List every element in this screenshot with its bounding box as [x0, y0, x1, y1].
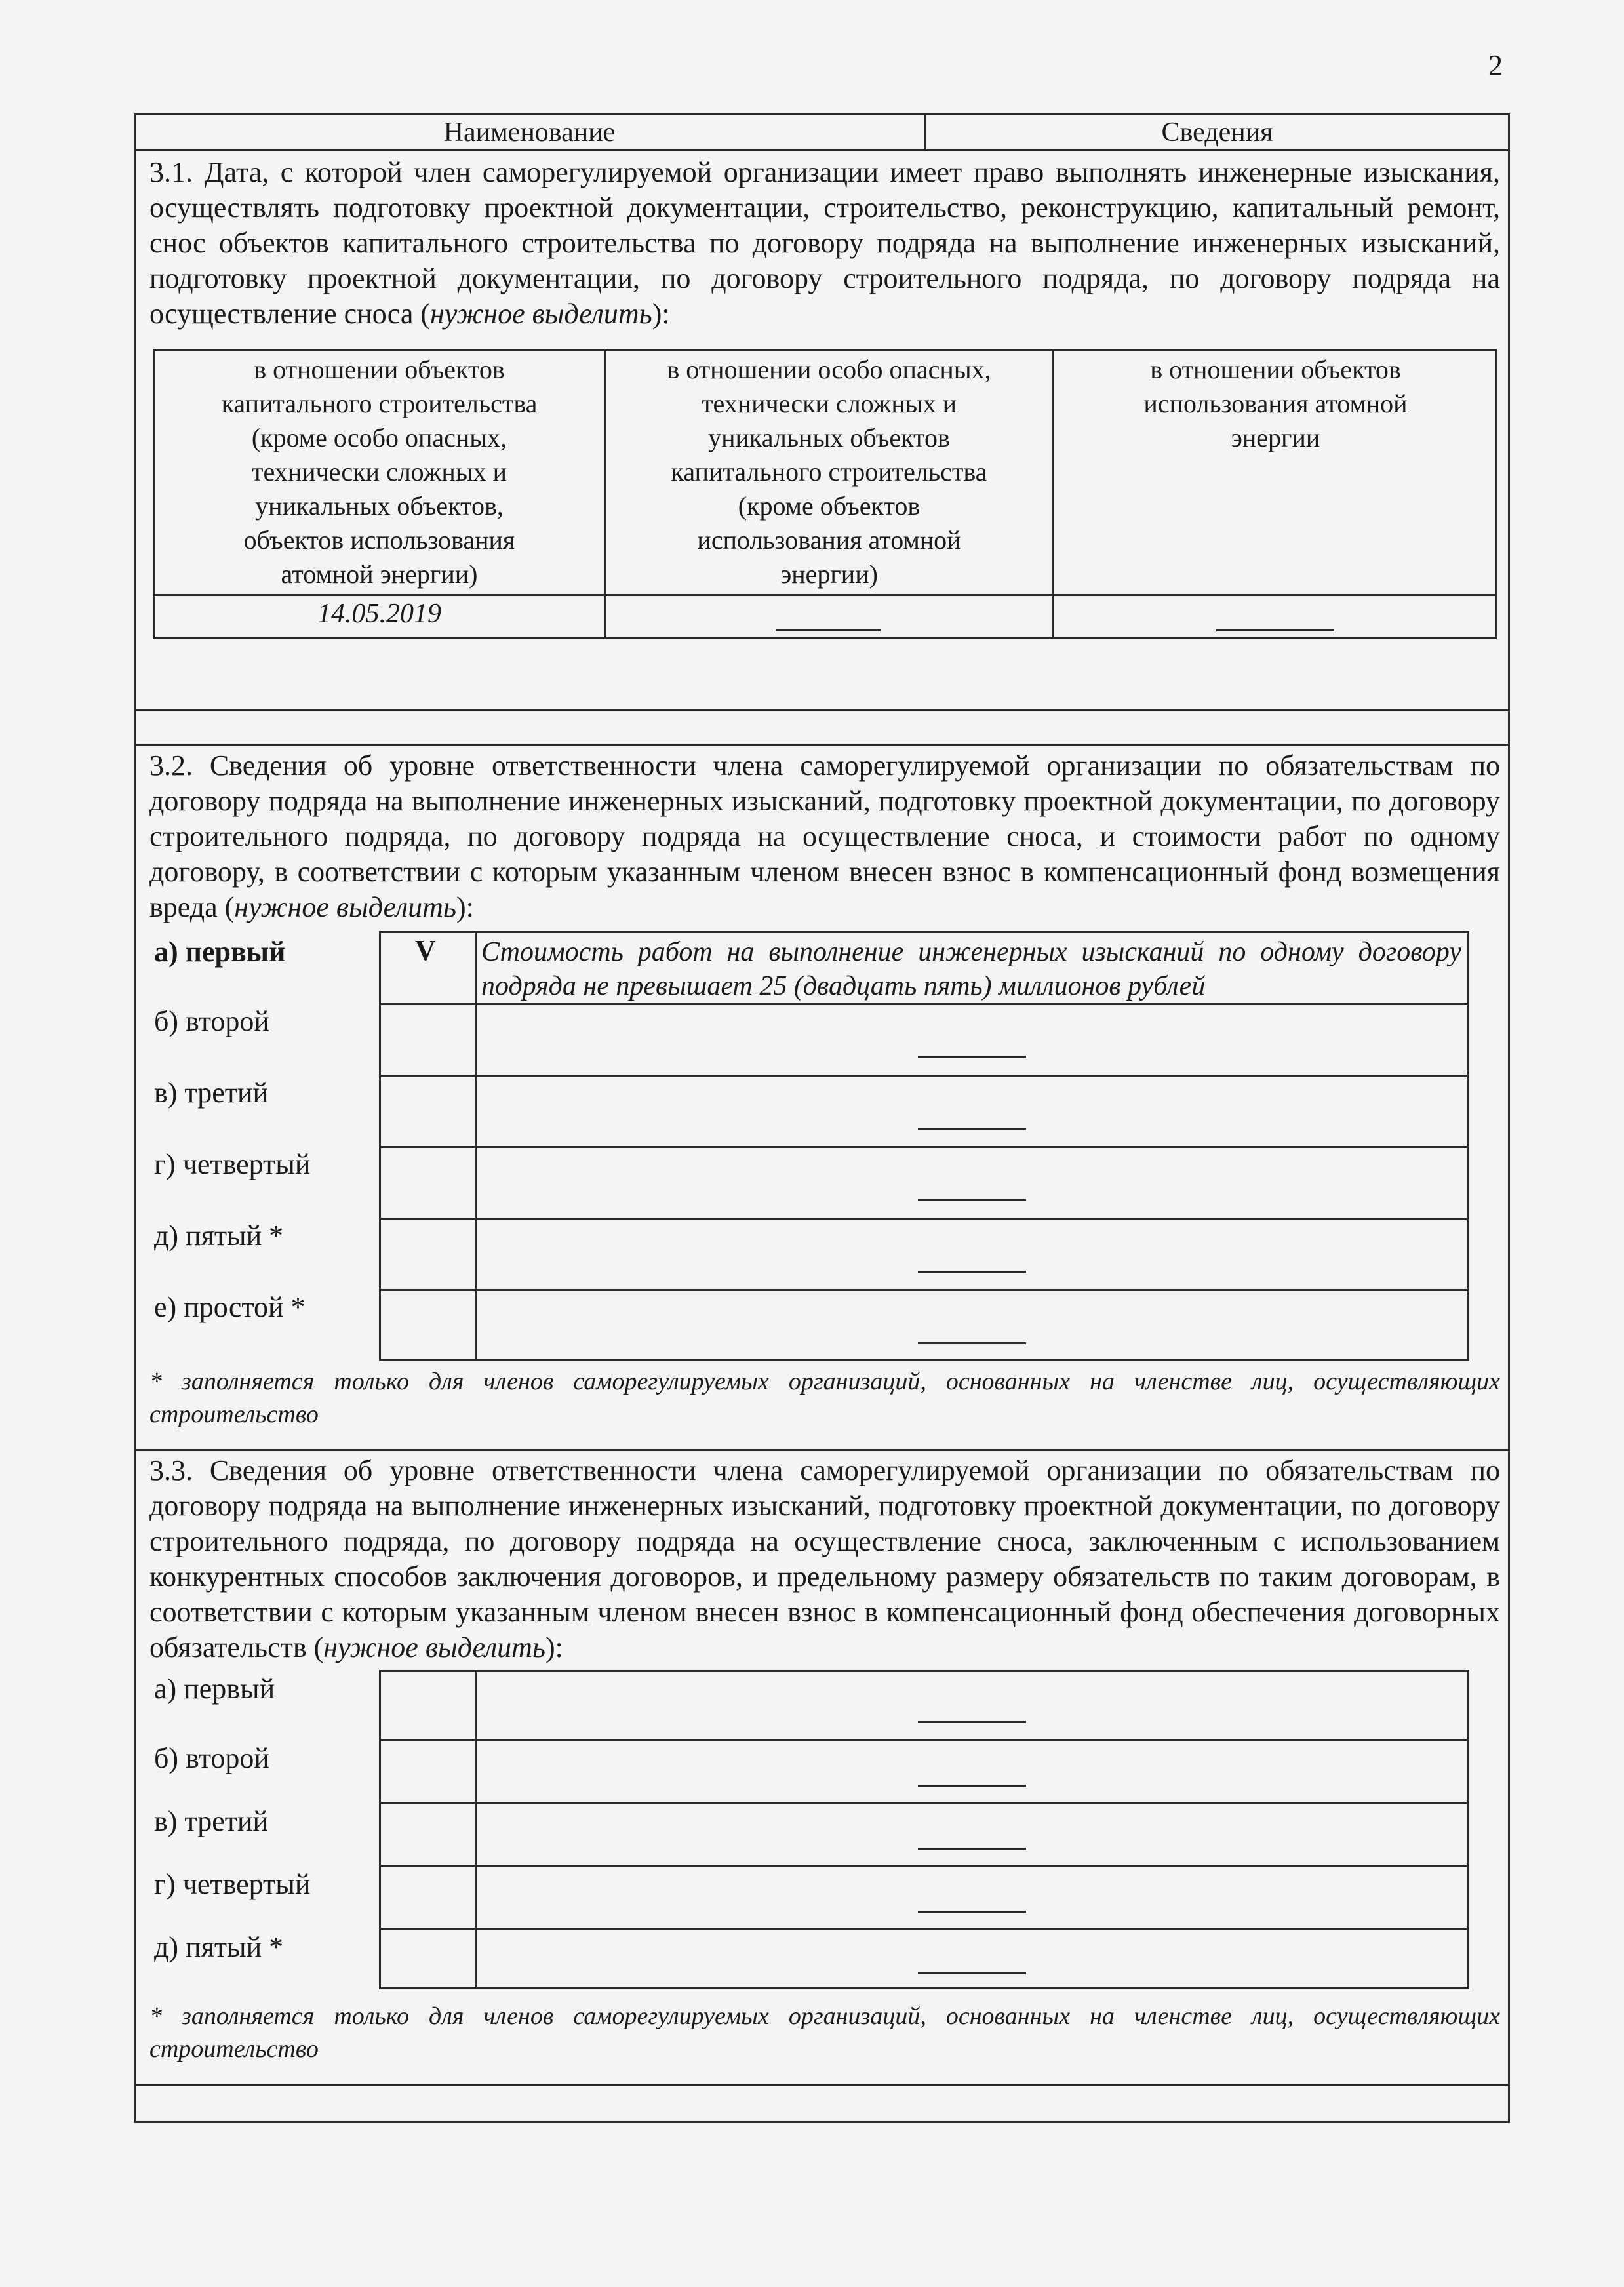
- section-3-1-main: 3.1. Дата, с которой член саморегулируемой организации имеет право выполнять инженерные изыскания, осуществлять подготовку проектной документации, строительство, реконструкцию, капитальный ремонт, снос объектов капитального строительства по договору подряда на выполнение инженерных изысканий, подготовку проектной документации, по договору строительного подряда, по договору подряда на осуществление сноса (: [149, 156, 1500, 330]
- s32-selected-description: Стоимость работ на выполнение инженерных изысканий по одному договору подряда не превышает 25 (двадцать пять) миллионов рублей: [481, 937, 1461, 1001]
- s32-level-2: б) второй: [154, 1005, 269, 1037]
- section-3-3-end: ):: [545, 1631, 563, 1663]
- s31-category-3: в отношении объектов использования атомной энергии: [1143, 355, 1408, 452]
- separator-rule-2: [134, 744, 1510, 746]
- s33-dash-4: [918, 1911, 1026, 1913]
- s33-dash-5: [918, 1972, 1026, 1974]
- s33-level-1: а) первый: [154, 1673, 275, 1705]
- s31-category-2: в отношении особо опасных, технически сложных и уникальных объектов капитального строительства (кроме объектов использования атомной энергии): [667, 355, 991, 589]
- section-3-3-text: [149, 1453, 1500, 1665]
- s32-dash-5: [918, 1271, 1026, 1273]
- s32-level-4: г) четвертый: [154, 1148, 311, 1180]
- section-3-3-italic: нужное выделить: [323, 1631, 545, 1663]
- s31-empty-dash-2: [776, 629, 881, 631]
- section-3-3-table: [379, 1670, 1469, 1989]
- s32-row-3: [379, 1146, 1469, 1148]
- s33-row-1: [379, 1739, 1469, 1741]
- s32-row-5: [379, 1289, 1469, 1291]
- s32-level-3: в) третий: [154, 1077, 269, 1109]
- section-3-2-text: [149, 748, 1500, 925]
- separator-rule-1: [134, 709, 1510, 711]
- separator-rule-3: [134, 1449, 1510, 1451]
- s32-dash-2: [918, 1056, 1026, 1058]
- s33-row-2: [379, 1802, 1469, 1804]
- s32-level-5: д) пятый *: [154, 1220, 284, 1252]
- s33-level-5: д) пятый *: [154, 1931, 284, 1963]
- s33-dash-3: [918, 1848, 1026, 1850]
- s33-footnote: * заполняется только для членов саморегулируемых организаций, основанных на членстве лиц, осуществляющих строительство: [149, 2002, 1500, 2063]
- s32-dash-3: [918, 1128, 1026, 1130]
- s31-category-1: в отношении объектов капитального строительства (кроме особо опасных, технически сложных и уникальных объектов, объектов использования атомной энергии): [221, 355, 538, 589]
- s32-row-1: [379, 1003, 1469, 1005]
- s32-dash-6: [918, 1342, 1026, 1344]
- s31-row-divider: [153, 594, 1497, 596]
- separator-rule-4: [134, 2084, 1510, 2086]
- s33-row-4: [379, 1928, 1469, 1930]
- s33-row-3: [379, 1865, 1469, 1867]
- s33-level-4: г) четвертый: [154, 1868, 311, 1900]
- header-bottom-rule: [134, 149, 1510, 151]
- s33-level-3: в) третий: [154, 1805, 269, 1837]
- header-info: Сведения: [1161, 117, 1273, 148]
- s32-level-1: а) первый: [154, 936, 286, 968]
- section-3-3-main: 3.3. Сведения об уровне ответственности члена саморегулируемой организации по обязательствам по договору подряда на выполнение инженерных изысканий, подготовку проектной документации, по договору строительного подряда, по договору подряда на осуществление сноса, заключенным с использованием конкурентных способов заключения договоров, и предельному размеру обязательств по таким договорам, в соответствии с которым указанным членом внесен взнос в компенсационный фонд обеспечения договорных обязательств (: [149, 1454, 1500, 1663]
- section-3-2-italic: нужное выделить: [234, 891, 456, 923]
- s32-level-6: е) простой *: [154, 1291, 306, 1323]
- section-3-1-italic: нужное выделить: [430, 298, 652, 330]
- s33-level-2: б) второй: [154, 1742, 269, 1774]
- section-3-1-text: [149, 155, 1500, 332]
- s32-dash-4: [918, 1199, 1026, 1201]
- s33-dash-2: [918, 1785, 1026, 1787]
- section-3-2-main: 3.2. Сведения об уровне ответственности члена саморегулируемой организации по обязательствам по договору подряда на выполнение инженерных изысканий, подготовку проектной документации, по договору строительного подряда, по договору подряда на осуществление сноса, и стоимости работ по одному договору, в соответствии с которым указанным членом внесен взнос в компенсационный фонд возмещения вреда (: [149, 749, 1500, 923]
- s33-col-divider: [475, 1670, 477, 1989]
- section-3-2-end: ):: [456, 891, 474, 923]
- header-name: Наименование: [443, 117, 616, 148]
- s31-date: 14.05.2019: [317, 599, 441, 629]
- s32-selected-mark: V: [415, 934, 436, 966]
- s31-empty-dash-3: [1216, 629, 1334, 631]
- s32-row-4: [379, 1218, 1469, 1220]
- page-number: 2: [1488, 49, 1503, 81]
- s33-dash-1: [918, 1721, 1026, 1723]
- s32-row-2: [379, 1075, 1469, 1077]
- s32-footnote: * заполняется только для членов саморегулируемых организаций, основанных на членстве лиц, осуществляющих строительство: [149, 1368, 1500, 1428]
- section-3-1-end: ):: [652, 298, 670, 330]
